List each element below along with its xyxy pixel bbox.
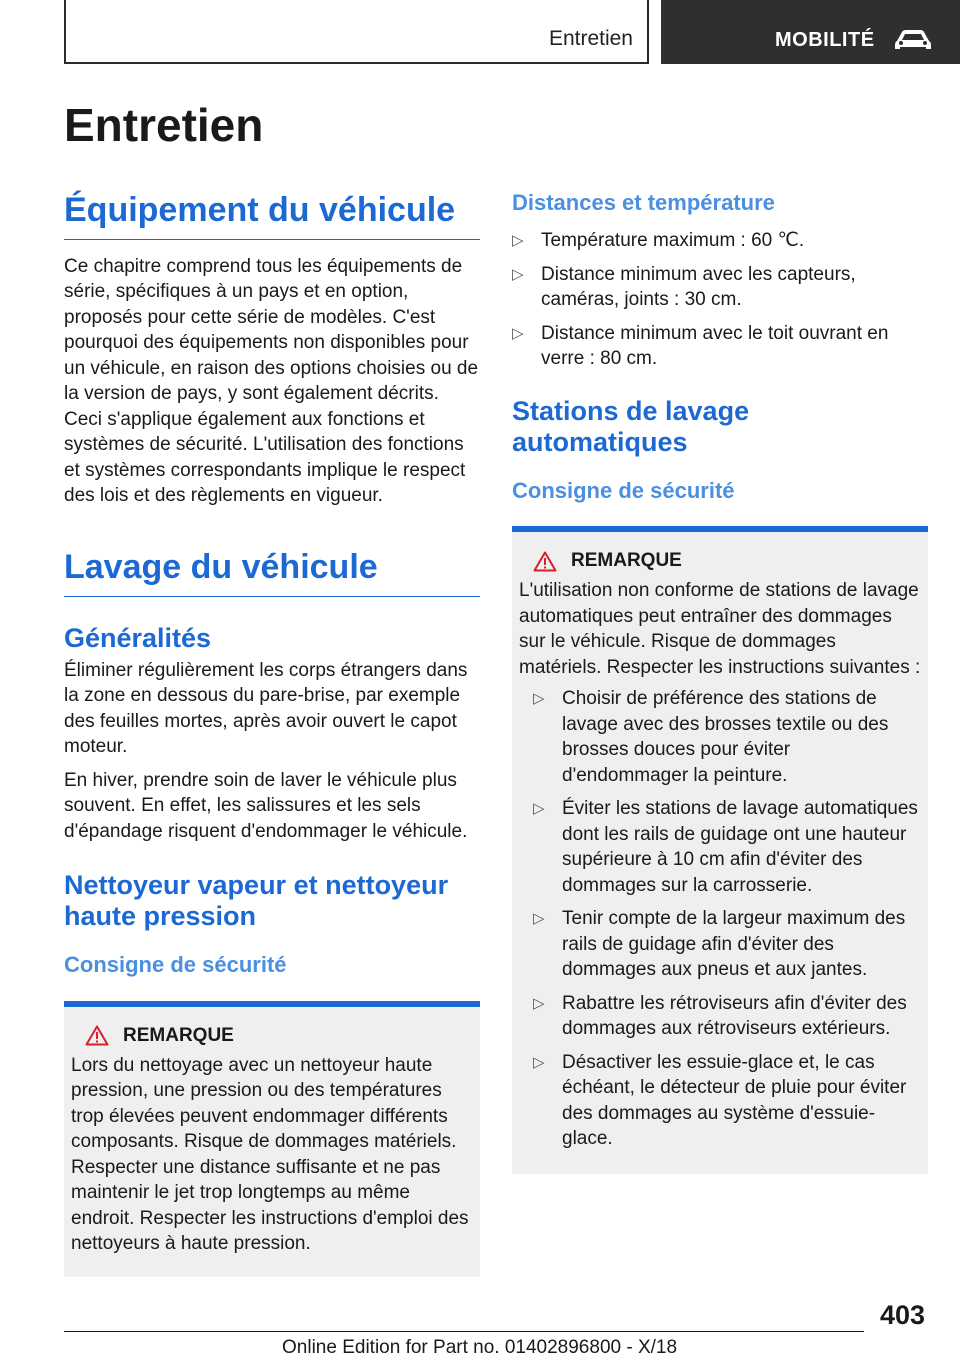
safety-heading: Consigne de sécurité bbox=[512, 477, 735, 503]
page-title: Entretien bbox=[64, 99, 264, 151]
bullet-triangle-icon: ▷ bbox=[533, 690, 545, 708]
chapter-tab bbox=[661, 0, 960, 64]
warning-icon bbox=[533, 551, 557, 572]
heading-rule bbox=[64, 239, 480, 240]
general-text-1: Éliminer régulièrement les corps étrangers dans la zone en dessous du pare-brise, par exemple des feuilles mortes, après avoir ouvert le capot moteur. bbox=[64, 659, 468, 758]
warning-icon bbox=[85, 1025, 109, 1046]
section-tab-label: Entretien bbox=[548, 27, 633, 50]
equipment-text: Ce chapitre comprend tous les équipements de série, spécifiques à un pays et en option, proposés pour cette série de modèles. C'est pourquoi des équipements non disponibles pour un véhicule, en raison des options choisies ou de la version de pays, y sont également décrits. Ceci s'applique également aux fonctions et systèmes de sécurité. L'utilisation des fonctions et systèmes correspondants implique le respect des lois et des règlements en vigueur. bbox=[64, 255, 479, 507]
general-heading: Généralités bbox=[64, 622, 212, 653]
list-item: ▷ Rabattre les rétroviseurs afin d'éviter des dommages aux rétroviseurs extérieurs. bbox=[533, 992, 907, 1040]
washing-heading: Lavage du véhicule bbox=[64, 547, 378, 586]
bullet-triangle-icon: ▷ bbox=[512, 232, 524, 250]
safety-heading: Consigne de sécurité bbox=[64, 952, 287, 978]
chapter-tab-label: MOBILITÉ bbox=[775, 29, 875, 51]
bullet-triangle-icon: ▷ bbox=[533, 910, 545, 928]
notice-box bbox=[512, 526, 928, 1174]
section-tab bbox=[64, 0, 649, 64]
notice-label: REMARQUE bbox=[123, 1024, 234, 1046]
list-item: ▷ Choisir de préférence des stations de lavage avec des brosses textile ou des brosses douces pour éviter d'endommager la peinture. bbox=[533, 688, 889, 786]
footer-rule bbox=[64, 1331, 864, 1332]
notice-list bbox=[533, 686, 921, 1152]
footer-edition: Online Edition for Part no. 01402896800 - X/18 bbox=[282, 1337, 678, 1358]
list-item: ▷ Température maximum : 60 ℃. bbox=[512, 228, 928, 254]
notice-box bbox=[64, 1001, 480, 1277]
bullet-triangle-icon: ▷ bbox=[533, 994, 545, 1012]
right-column bbox=[512, 190, 928, 1174]
bullet-triangle-icon: ▷ bbox=[533, 1053, 545, 1071]
general-text-2: En hiver, prendre soin de laver le véhicule plus souvent. En effet, les salissures et les sels d'épandage risquent d'endommager le véhicule. bbox=[64, 769, 468, 842]
bullet-triangle-icon: ▷ bbox=[533, 800, 545, 818]
car-icon bbox=[893, 27, 933, 53]
list-item: ▷ Distance minimum avec le toit ouvrant en verre : 80 cm. bbox=[512, 322, 889, 370]
heading-rule bbox=[64, 596, 480, 597]
bullet-triangle-icon: ▷ bbox=[512, 265, 524, 283]
left-column bbox=[64, 190, 480, 1277]
list-item: ▷ Distance minimum avec les capteurs, caméras, joints : 30 cm. bbox=[512, 263, 856, 311]
equipment-heading: Équipement du véhicule bbox=[64, 191, 456, 229]
notice-text: Lors du nettoyage avec un nettoyeur haute pression, une pression ou des températures trop élevées peuvent endommager différents composants. Risque de dommages matériels. Respecter une distance suffisante et ne pas maintenir le jet trop longtemps au même endroit. Respecter les instructions d'emploi des nettoyeurs à haute pression. bbox=[71, 1054, 469, 1255]
list-item: ▷ Éviter les stations de lavage automatiques dont les rails de guidage ont une hauteur supérieure à 10 cm afin d'éviter des dommages sur la carrosserie. bbox=[533, 798, 918, 896]
list-item: ▷ Tenir compte de la largeur maximum des rails de guidage afin d'éviter des dommages aux pneus et aux jantes. bbox=[533, 908, 906, 981]
stations-heading: Stations de lavage automatiques bbox=[512, 395, 750, 457]
notice-label: REMARQUE bbox=[571, 550, 682, 572]
page-number: 403 bbox=[880, 1300, 926, 1330]
distances-heading: Distances et température bbox=[512, 190, 775, 215]
notice-header bbox=[85, 1025, 473, 1047]
steam-cleaner-heading: Nettoyeur vapeur et nettoyeur haute pression bbox=[64, 870, 449, 932]
distances-list bbox=[512, 228, 928, 372]
list-item: ▷ Désactiver les essuie-glace et, le cas échéant, le détecteur de pluie pour éviter des dommages au système d'essuie-glace. bbox=[533, 1051, 907, 1150]
notice-text: L'utilisation non conforme de stations de lavage automatiques peut entraîner des dommages sur le véhicule. Risque de dommages matériels. Respecter les instructions suivantes : bbox=[519, 580, 921, 678]
bullet-triangle-icon: ▷ bbox=[512, 324, 524, 342]
notice-header bbox=[533, 550, 921, 572]
